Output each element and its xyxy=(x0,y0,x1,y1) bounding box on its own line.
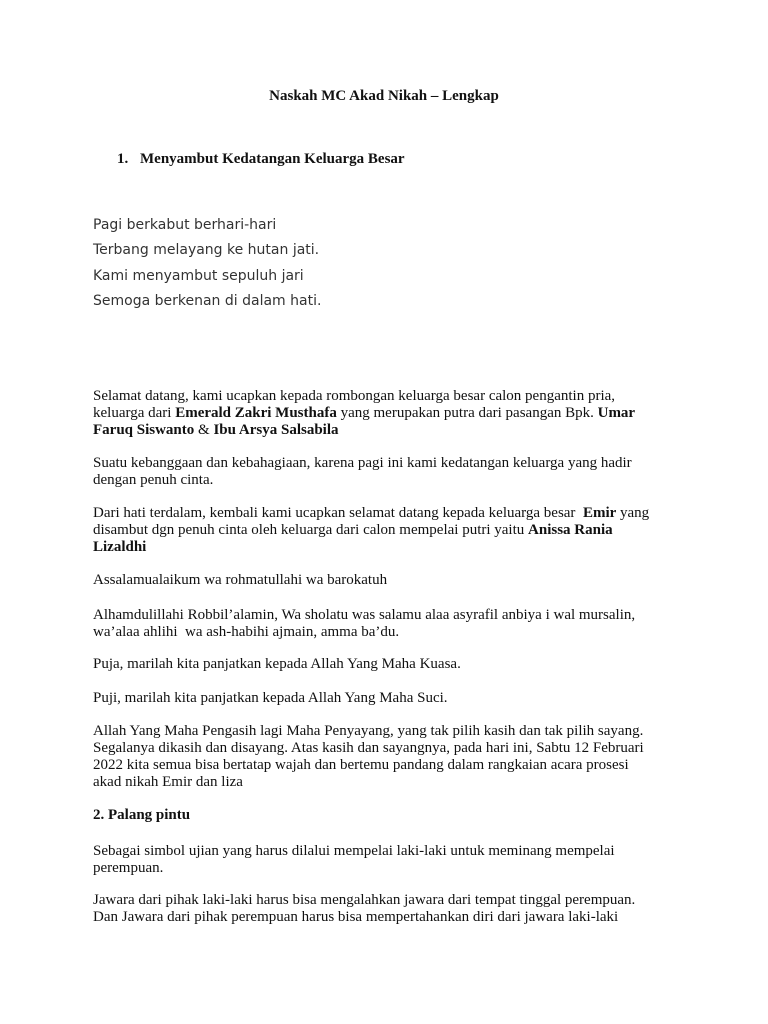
section-1-heading xyxy=(117,151,405,168)
poem-line-3: Kami menyambut sepuluh jari xyxy=(93,268,304,284)
poem-line-2: Terbang melayang ke hutan jati. xyxy=(93,242,320,258)
praise-line-2: wa’alaa ahlihi wa ash-habihi ajmain, amma ba’du. xyxy=(93,624,400,640)
allah-paragraph xyxy=(93,723,683,791)
allah-line-2: Segalanya dikasih dan disayang. Atas kasih dan sayangnya, pada hari ini, Sabtu 12 Februari xyxy=(93,740,644,756)
text-span: keluarga dari xyxy=(93,405,176,421)
poem-line-4: Semoga berkenan di dalam hati. xyxy=(93,293,322,309)
symbol-paragraph xyxy=(93,843,683,877)
welcome-line-1: Selamat datang, kami ucapkan kepada rombongan keluarga besar calon pengantin pria, xyxy=(93,388,616,404)
pride-line-1: Suatu kebanggaan dan kebahagiaan, karena pagi ini kami kedatangan keluarga yang hadir xyxy=(93,455,632,471)
pride-paragraph xyxy=(93,455,683,489)
section-1-heading-text: Menyambut Kedatangan Keluarga Besar xyxy=(140,151,405,167)
father-name-part: Umar xyxy=(597,405,636,421)
text-span: yang merupakan putra dari pasangan Bpk. xyxy=(336,405,598,421)
welcome-paragraph xyxy=(93,388,683,439)
praise-paragraph xyxy=(93,607,683,641)
jawara-line-1: Jawara dari pihak laki-laki harus bisa mengalahkan jawara dari tempat tinggal perempuan. xyxy=(93,892,636,908)
mother-name: Ibu Arsya Salsabila xyxy=(213,422,339,438)
puja-paragraph: Puja, marilah kita panjatkan kepada Allah Yang Maha Kuasa. xyxy=(93,656,461,672)
praise-line-1: Alhamdulillahi Robbil’alamin, Wa sholatu was salamu alaa asyrafil anbiya i wal mursalin, xyxy=(93,607,636,623)
father-name-part: Faruq Siswanto xyxy=(93,422,195,438)
symbol-line-1: Sebagai simbol ujian yang harus dilalui mempelai laki-laki untuk meminang mempelai xyxy=(93,843,615,859)
text-span: yang xyxy=(616,505,650,521)
groom-short-name: Emir xyxy=(582,505,617,521)
allah-line-1: Allah Yang Maha Pengasih lagi Maha Penyayang, yang tak pilih kasih dan tak pilih sayang. xyxy=(93,723,644,739)
jawara-paragraph xyxy=(93,892,683,926)
groom-name: Emerald Zakri Musthafa xyxy=(175,405,337,421)
heartfelt-line-1 xyxy=(93,505,683,522)
puji-paragraph: Puji, marilah kita panjatkan kepada Allah Yang Maha Suci. xyxy=(93,690,448,706)
heartfelt-paragraph xyxy=(93,505,683,556)
document-title: Naskah MC Akad Nikah – Lengkap xyxy=(269,88,499,104)
pride-line-2: dengan penuh cinta. xyxy=(93,472,214,488)
section-2-heading: 2. Palang pintu xyxy=(93,807,191,823)
symbol-line-2: perempuan. xyxy=(93,860,164,876)
heartfelt-line-2 xyxy=(93,522,683,539)
bride-name-part: Lizaldhi xyxy=(93,539,147,555)
text-span: Dari hati terdalam, kembali kami ucapkan selamat datang kepada keluarga besar xyxy=(93,505,583,521)
welcome-line-2 xyxy=(93,405,683,422)
allah-line-3: 2022 kita semua bisa bertatap wajah dan bertemu pandang dalam rangkaian acara prosesi xyxy=(93,757,629,773)
section-1-number: 1. xyxy=(117,151,129,167)
greeting-paragraph: Assalamualaikum wa rohmatullahi wa barokatuh xyxy=(93,572,388,588)
poem-line-1: Pagi berkabut berhari-hari xyxy=(93,217,277,233)
text-span: disambut dgn penuh cinta oleh keluarga dari calon mempelai putri yaitu xyxy=(93,522,529,538)
heartfelt-line-3 xyxy=(93,539,683,556)
allah-line-4: akad nikah Emir dan liza xyxy=(93,774,243,790)
text-span: & xyxy=(194,422,214,438)
welcome-line-3 xyxy=(93,422,683,439)
jawara-line-2: Dan Jawara dari pihak perempuan harus bisa mempertahankan diri dari jawara laki-laki xyxy=(93,909,619,925)
bride-name-part: Anissa Rania xyxy=(528,522,613,538)
